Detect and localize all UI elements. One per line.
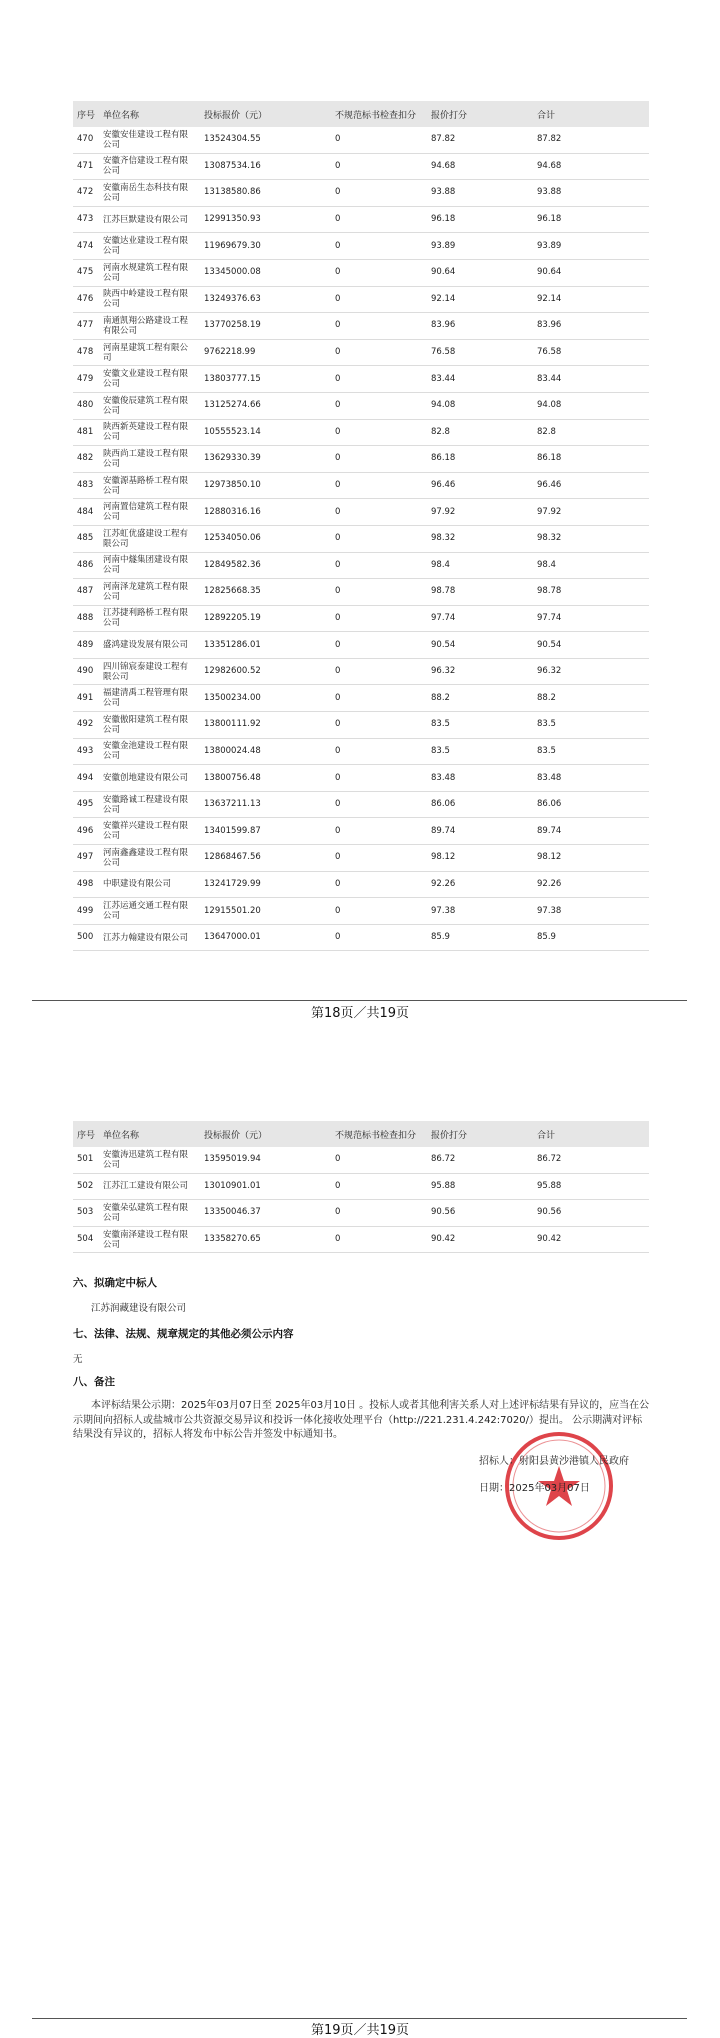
price-score: 89.74 — [427, 818, 533, 845]
company-name: 河南中燧集团建设有限公司 — [99, 552, 200, 579]
deduction: 0 — [331, 259, 427, 286]
row-index: 499 — [73, 898, 99, 925]
company-name: 中职建设有限公司 — [99, 871, 200, 898]
company-name: 四川锦宸泰建设工程有限公司 — [99, 658, 200, 685]
header-price-score: 报价打分 — [427, 1121, 533, 1147]
table-row — [73, 525, 649, 552]
deduction: 0 — [331, 738, 427, 765]
total: 90.54 — [533, 632, 649, 659]
table-row — [73, 924, 649, 951]
price-score: 83.5 — [427, 738, 533, 765]
deduction: 0 — [331, 552, 427, 579]
table-row — [73, 180, 649, 207]
total: 86.06 — [533, 791, 649, 818]
header-company: 单位名称 — [99, 101, 200, 127]
bid-price: 13500234.00 — [200, 685, 331, 712]
deduction: 0 — [331, 765, 427, 792]
table-row — [73, 818, 649, 845]
bid-price: 12991350.93 — [200, 206, 331, 233]
deduction: 0 — [331, 658, 427, 685]
bid-price: 13358270.65 — [200, 1226, 331, 1253]
row-index: 493 — [73, 738, 99, 765]
deduction: 0 — [331, 339, 427, 366]
table-row — [73, 1147, 649, 1173]
table-row — [73, 685, 649, 712]
company-name: 安徽南泽建设工程有限公司 — [99, 1226, 200, 1253]
bid-price: 12849582.36 — [200, 552, 331, 579]
row-index: 495 — [73, 791, 99, 818]
bid-price: 13125274.66 — [200, 392, 331, 419]
table-row — [73, 898, 649, 925]
row-index: 500 — [73, 924, 99, 951]
deduction: 0 — [331, 472, 427, 499]
table-row — [73, 233, 649, 260]
table-row — [73, 472, 649, 499]
deduction: 0 — [331, 1147, 427, 1173]
company-name: 安徽创地建设有限公司 — [99, 765, 200, 792]
price-score: 82.8 — [427, 419, 533, 446]
row-index: 478 — [73, 339, 99, 366]
table-row — [73, 392, 649, 419]
price-score: 96.46 — [427, 472, 533, 499]
tenderer-signature: 招标人：射阳县黄沙港镇人民政府 — [479, 1456, 629, 1467]
company-name: 安徽傲阳建筑工程有限公司 — [99, 712, 200, 739]
price-score: 98.32 — [427, 525, 533, 552]
total: 98.32 — [533, 525, 649, 552]
company-name: 安徽安佳建设工程有限公司 — [99, 127, 200, 153]
table-row — [73, 552, 649, 579]
announcement-date: 日期：2025年03月07日 — [479, 1483, 590, 1494]
bid-price: 13249376.63 — [200, 286, 331, 313]
bid-price: 12892205.19 — [200, 605, 331, 632]
deduction: 0 — [331, 392, 427, 419]
header-index: 序号 — [73, 1121, 99, 1147]
total: 90.64 — [533, 259, 649, 286]
table-row — [73, 446, 649, 473]
price-score: 92.14 — [427, 286, 533, 313]
price-score: 86.18 — [427, 446, 533, 473]
deduction: 0 — [331, 446, 427, 473]
bid-price: 13351286.01 — [200, 632, 331, 659]
section7-title: 七、法律、法规、规章规定的其他必须公示内容 — [73, 1328, 294, 1340]
company-name: 安徽涛迅建筑工程有限公司 — [99, 1147, 200, 1173]
total: 85.9 — [533, 924, 649, 951]
bid-price: 13803777.15 — [200, 366, 331, 393]
table-row — [73, 206, 649, 233]
total: 98.12 — [533, 845, 649, 872]
company-name: 江苏运通交通工程有限公司 — [99, 898, 200, 925]
deduction: 0 — [331, 632, 427, 659]
total: 96.18 — [533, 206, 649, 233]
row-index: 475 — [73, 259, 99, 286]
company-name: 盛鸿建设发展有限公司 — [99, 632, 200, 659]
total: 97.38 — [533, 898, 649, 925]
bid-price: 13770258.19 — [200, 313, 331, 340]
deduction: 0 — [331, 127, 427, 153]
row-index: 503 — [73, 1200, 99, 1227]
bid-price: 11969679.30 — [200, 233, 331, 260]
table-row — [73, 499, 649, 526]
deduction: 0 — [331, 845, 427, 872]
price-score: 86.72 — [427, 1147, 533, 1173]
total: 86.18 — [533, 446, 649, 473]
company-name: 河南星建筑工程有限公司 — [99, 339, 200, 366]
deduction: 0 — [331, 499, 427, 526]
total: 83.48 — [533, 765, 649, 792]
total: 94.68 — [533, 153, 649, 180]
total: 83.96 — [533, 313, 649, 340]
row-index: 504 — [73, 1226, 99, 1253]
header-bid-price: 投标报价（元） — [200, 101, 331, 127]
total: 95.88 — [533, 1173, 649, 1200]
company-name: 安徽金池建设工程有限公司 — [99, 738, 200, 765]
row-index: 483 — [73, 472, 99, 499]
bid-price: 13401599.87 — [200, 818, 331, 845]
company-name: 陕西尚工建设工程有限公司 — [99, 446, 200, 473]
deduction: 0 — [331, 419, 427, 446]
price-score: 93.89 — [427, 233, 533, 260]
total: 76.58 — [533, 339, 649, 366]
bid-price: 12880316.16 — [200, 499, 331, 526]
header-bid-price: 投标报价（元） — [200, 1121, 331, 1147]
company-name: 安徽南岳生态科技有限公司 — [99, 180, 200, 207]
total: 97.92 — [533, 499, 649, 526]
price-score: 87.82 — [427, 127, 533, 153]
row-index: 470 — [73, 127, 99, 153]
header-price-score: 报价打分 — [427, 101, 533, 127]
row-index: 502 — [73, 1173, 99, 1200]
price-score: 98.4 — [427, 552, 533, 579]
bid-price: 13629330.39 — [200, 446, 331, 473]
price-score: 96.32 — [427, 658, 533, 685]
row-index: 490 — [73, 658, 99, 685]
bid-price: 9762218.99 — [200, 339, 331, 366]
deduction: 0 — [331, 685, 427, 712]
bid-price: 13087534.16 — [200, 153, 331, 180]
deduction: 0 — [331, 286, 427, 313]
bid-price: 13595019.94 — [200, 1147, 331, 1173]
row-index: 472 — [73, 180, 99, 207]
table-row — [73, 658, 649, 685]
price-score: 88.2 — [427, 685, 533, 712]
total: 94.08 — [533, 392, 649, 419]
table-row — [73, 871, 649, 898]
total: 97.74 — [533, 605, 649, 632]
company-name: 安徽达业建设工程有限公司 — [99, 233, 200, 260]
total: 86.72 — [533, 1147, 649, 1173]
header-total: 合计 — [533, 101, 649, 127]
price-score: 98.12 — [427, 845, 533, 872]
page18-footer-line — [32, 1000, 687, 1001]
header-deduction: 不规范标书检查扣分 — [331, 101, 427, 127]
deduction: 0 — [331, 818, 427, 845]
section7-content: 无 — [73, 1354, 83, 1365]
total: 89.74 — [533, 818, 649, 845]
table-row — [73, 791, 649, 818]
price-score: 94.08 — [427, 392, 533, 419]
price-score: 93.88 — [427, 180, 533, 207]
total: 92.14 — [533, 286, 649, 313]
deduction: 0 — [331, 579, 427, 606]
deduction: 0 — [331, 1200, 427, 1227]
price-score: 90.42 — [427, 1226, 533, 1253]
header-company: 单位名称 — [99, 1121, 200, 1147]
row-index: 498 — [73, 871, 99, 898]
table-row — [73, 765, 649, 792]
price-score: 97.92 — [427, 499, 533, 526]
section6-title: 六、拟确定中标人 — [73, 1277, 157, 1289]
bid-price: 12825668.35 — [200, 579, 331, 606]
table-row — [73, 419, 649, 446]
total: 98.4 — [533, 552, 649, 579]
header-total: 合计 — [533, 1121, 649, 1147]
table-row — [73, 1173, 649, 1200]
company-name: 安徽齐信建设工程有限公司 — [99, 153, 200, 180]
row-index: 485 — [73, 525, 99, 552]
row-index: 492 — [73, 712, 99, 739]
total: 92.26 — [533, 871, 649, 898]
price-score: 90.64 — [427, 259, 533, 286]
row-index: 479 — [73, 366, 99, 393]
row-index: 491 — [73, 685, 99, 712]
row-index: 501 — [73, 1147, 99, 1173]
total: 90.56 — [533, 1200, 649, 1227]
deduction: 0 — [331, 233, 427, 260]
header-index: 序号 — [73, 101, 99, 127]
company-name: 安徽源基路桥工程有限公司 — [99, 472, 200, 499]
table-row — [73, 1226, 649, 1253]
deduction: 0 — [331, 180, 427, 207]
bid-price: 12868467.56 — [200, 845, 331, 872]
winner-name: 江苏润藏建设有限公司 — [91, 1303, 187, 1314]
row-index: 496 — [73, 818, 99, 845]
company-name: 陕西中岭建设工程有限公司 — [99, 286, 200, 313]
total: 96.46 — [533, 472, 649, 499]
price-score: 83.5 — [427, 712, 533, 739]
row-index: 471 — [73, 153, 99, 180]
price-score: 83.48 — [427, 765, 533, 792]
company-name: 安徽俊辰建筑工程有限公司 — [99, 392, 200, 419]
deduction: 0 — [331, 924, 427, 951]
row-index: 487 — [73, 579, 99, 606]
table-row — [73, 286, 649, 313]
company-name: 安徽朵弘建筑工程有限公司 — [99, 1200, 200, 1227]
price-score: 96.18 — [427, 206, 533, 233]
table-row — [73, 153, 649, 180]
deduction: 0 — [331, 313, 427, 340]
price-score: 90.54 — [427, 632, 533, 659]
deduction: 0 — [331, 1226, 427, 1253]
price-score: 97.74 — [427, 605, 533, 632]
company-name: 江苏江工建设有限公司 — [99, 1173, 200, 1200]
price-score: 98.78 — [427, 579, 533, 606]
bid-price: 10555523.14 — [200, 419, 331, 446]
deduction: 0 — [331, 153, 427, 180]
row-index: 488 — [73, 605, 99, 632]
total: 83.44 — [533, 366, 649, 393]
total: 88.2 — [533, 685, 649, 712]
bid-price: 13647000.01 — [200, 924, 331, 951]
company-name: 河南泽龙建筑工程有限公司 — [99, 579, 200, 606]
page18-footer: 第18页／共19页 — [310, 1006, 410, 1021]
deduction: 0 — [331, 366, 427, 393]
section8-title: 八、备注 — [73, 1376, 115, 1388]
bid-results-table-page18 — [73, 101, 649, 951]
company-name: 江苏虹优盛建设工程有限公司 — [99, 525, 200, 552]
table-row — [73, 605, 649, 632]
bid-price: 13637211.13 — [200, 791, 331, 818]
company-name: 江苏巨默建设有限公司 — [99, 206, 200, 233]
bid-price: 13350046.37 — [200, 1200, 331, 1227]
price-score: 83.44 — [427, 366, 533, 393]
table-row — [73, 127, 649, 153]
row-index: 489 — [73, 632, 99, 659]
remark-paragraph: 本评标结果公示期：2025年03月07日至 2025年03月10日 。投标人或者其他利害关系人对上述评标结果有异议的，应当在公示期间向招标人或盐城市公共资源交易异议和投诉一体化接收处理平台（http://221.231.4.242:7020/）提出。 公示期满对评标结果没有异议的，招标人将发布中标公告并签发中标通知书。 — [73, 1400, 650, 1440]
deduction: 0 — [331, 525, 427, 552]
price-score: 76.58 — [427, 339, 533, 366]
total: 90.42 — [533, 1226, 649, 1253]
price-score: 97.38 — [427, 898, 533, 925]
total: 83.5 — [533, 738, 649, 765]
row-index: 476 — [73, 286, 99, 313]
table-row — [73, 738, 649, 765]
bid-price: 13524304.55 — [200, 127, 331, 153]
company-name: 安徽文业建设工程有限公司 — [99, 366, 200, 393]
row-index: 481 — [73, 419, 99, 446]
table-row — [73, 366, 649, 393]
total: 96.32 — [533, 658, 649, 685]
row-index: 477 — [73, 313, 99, 340]
total: 82.8 — [533, 419, 649, 446]
company-name: 河南水规建筑工程有限公司 — [99, 259, 200, 286]
bid-price: 13800756.48 — [200, 765, 331, 792]
total: 83.5 — [533, 712, 649, 739]
price-score: 94.68 — [427, 153, 533, 180]
table-row — [73, 632, 649, 659]
table-row — [73, 579, 649, 606]
bid-price: 12982600.52 — [200, 658, 331, 685]
total: 93.88 — [533, 180, 649, 207]
table-header-row — [73, 1121, 649, 1147]
row-index: 482 — [73, 446, 99, 473]
total: 87.82 — [533, 127, 649, 153]
price-score: 95.88 — [427, 1173, 533, 1200]
row-index: 497 — [73, 845, 99, 872]
row-index: 474 — [73, 233, 99, 260]
deduction: 0 — [331, 605, 427, 632]
deduction: 0 — [331, 791, 427, 818]
bid-price: 13010901.01 — [200, 1173, 331, 1200]
bid-price: 12915501.20 — [200, 898, 331, 925]
table-header-row — [73, 101, 649, 127]
row-index: 480 — [73, 392, 99, 419]
company-name: 南通凯翔公路建设工程有限公司 — [99, 313, 200, 340]
table-row — [73, 1200, 649, 1227]
company-name: 河南置信建筑工程有限公司 — [99, 499, 200, 526]
price-score: 85.9 — [427, 924, 533, 951]
total: 98.78 — [533, 579, 649, 606]
table-row — [73, 845, 649, 872]
deduction: 0 — [331, 898, 427, 925]
deduction: 0 — [331, 1173, 427, 1200]
table-row — [73, 259, 649, 286]
header-deduction: 不规范标书检查扣分 — [331, 1121, 427, 1147]
company-name: 安徽祥兴建设工程有限公司 — [99, 818, 200, 845]
page19-footer: 第19页／共19页 — [310, 2023, 410, 2038]
company-name: 陕西新英建设工程有限公司 — [99, 419, 200, 446]
row-index: 484 — [73, 499, 99, 526]
bid-price: 13800111.92 — [200, 712, 331, 739]
deduction: 0 — [331, 712, 427, 739]
company-name: 福建清禹工程管理有限公司 — [99, 685, 200, 712]
bid-price: 12973850.10 — [200, 472, 331, 499]
deduction: 0 — [331, 206, 427, 233]
row-index: 486 — [73, 552, 99, 579]
deduction: 0 — [331, 871, 427, 898]
price-score: 92.26 — [427, 871, 533, 898]
company-name: 安徽路诚工程建设有限公司 — [99, 791, 200, 818]
bid-price: 13800024.48 — [200, 738, 331, 765]
price-score: 86.06 — [427, 791, 533, 818]
total: 93.89 — [533, 233, 649, 260]
row-index: 473 — [73, 206, 99, 233]
bid-price: 13138580.86 — [200, 180, 331, 207]
table-row — [73, 313, 649, 340]
price-score: 83.96 — [427, 313, 533, 340]
price-score: 90.56 — [427, 1200, 533, 1227]
bid-price: 12534050.06 — [200, 525, 331, 552]
table-row — [73, 339, 649, 366]
bid-price: 13345000.08 — [200, 259, 331, 286]
company-name: 江苏捷利路桥工程有限公司 — [99, 605, 200, 632]
table-row — [73, 712, 649, 739]
row-index: 494 — [73, 765, 99, 792]
company-name: 河南鑫鑫建设工程有限公司 — [99, 845, 200, 872]
company-name: 江苏力翰建设有限公司 — [99, 924, 200, 951]
bid-price: 13241729.99 — [200, 871, 331, 898]
bid-results-table-page19 — [73, 1121, 649, 1253]
